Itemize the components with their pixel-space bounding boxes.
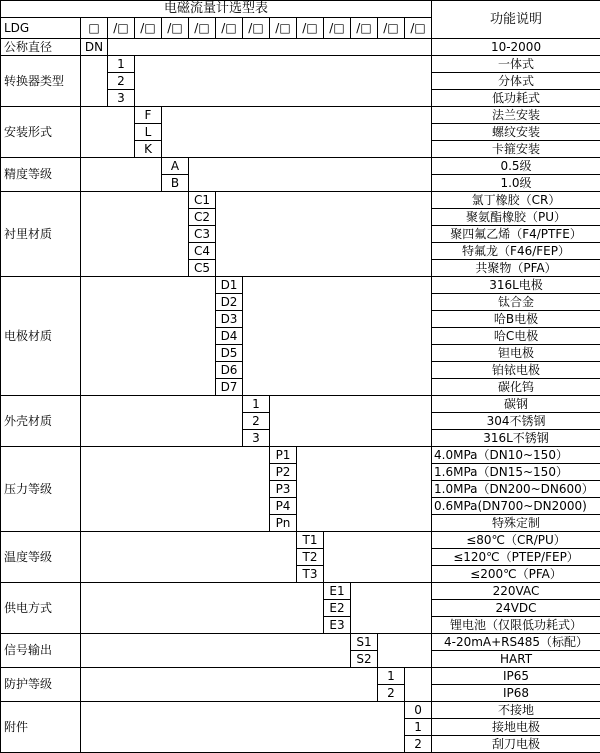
code-cell: 2 xyxy=(108,73,135,90)
description-cell: 0.5级 xyxy=(432,158,600,175)
description-cell: 共聚物（PFA） xyxy=(432,260,600,277)
description-cell: 一体式 xyxy=(432,56,600,73)
model-code-box: /□ xyxy=(270,18,297,39)
description-cell: 1.6MPa（DN15~150） xyxy=(432,464,600,481)
description-cell: 1.0MPa（DN200~DN600） xyxy=(432,481,600,498)
code-cell: 2 xyxy=(405,736,432,753)
model-code-box: /□ xyxy=(297,18,324,39)
code-cell: D1 xyxy=(216,277,243,294)
description-cell: 刮刀电极 xyxy=(432,736,600,753)
code-cell: 1 xyxy=(243,396,270,413)
description-cell: 4.0MPa（DN10~150） xyxy=(432,447,600,464)
description-cell: 0.6MPa(DN700~DN2000) xyxy=(432,498,600,515)
model-code-box: /□ xyxy=(162,18,189,39)
category-cell: 温度等级 xyxy=(1,532,81,583)
code-cell: 2 xyxy=(243,413,270,430)
filler-cell xyxy=(243,277,432,396)
filler-cell xyxy=(378,634,432,668)
code-cell: C5 xyxy=(189,260,216,277)
description-cell: 316L不锈钢 xyxy=(432,430,600,447)
model-code-box: /□ xyxy=(378,18,405,39)
code-cell: 3 xyxy=(108,90,135,107)
model-code-box: /□ xyxy=(189,18,216,39)
category-cell: 衬里材质 xyxy=(1,192,81,277)
filler-cell xyxy=(81,107,135,158)
description-cell: ≤80℃（CR/PU） xyxy=(432,532,600,549)
category-cell: 电极材质 xyxy=(1,277,81,396)
description-cell: 钽电极 xyxy=(432,345,600,362)
function-header: 功能说明 xyxy=(432,1,600,39)
code-cell: D6 xyxy=(216,362,243,379)
table-title: 电磁流量计选型表 xyxy=(1,1,432,18)
code-cell: D2 xyxy=(216,294,243,311)
description-cell: 氯丁橡胶（CR） xyxy=(432,192,600,209)
description-cell: 10-2000 xyxy=(432,39,600,56)
description-cell: IP65 xyxy=(432,668,600,685)
description-cell: 聚氨酯橡胶（PU） xyxy=(432,209,600,226)
code-cell: T2 xyxy=(297,549,324,566)
code-cell: 1 xyxy=(378,668,405,685)
category-cell: 附件 xyxy=(1,702,81,753)
description-cell: IP68 xyxy=(432,685,600,702)
code-cell: D5 xyxy=(216,345,243,362)
category-cell: 外壳材质 xyxy=(1,396,81,447)
description-cell: 螺纹安装 xyxy=(432,124,600,141)
code-cell: C2 xyxy=(189,209,216,226)
filler-cell xyxy=(108,39,432,56)
code-cell: E2 xyxy=(324,600,351,617)
filler-cell xyxy=(81,277,216,396)
code-cell: T1 xyxy=(297,532,324,549)
description-cell: ≤200℃（PFA） xyxy=(432,566,600,583)
description-cell: 哈B电极 xyxy=(432,311,600,328)
code-cell: S1 xyxy=(351,634,378,651)
filler-cell xyxy=(324,532,432,583)
code-cell: C1 xyxy=(189,192,216,209)
filler-cell xyxy=(81,158,162,192)
code-cell: B xyxy=(162,175,189,192)
model-code-box: /□ xyxy=(324,18,351,39)
description-cell: 接地电极 xyxy=(432,719,600,736)
category-cell: 压力等级 xyxy=(1,447,81,532)
code-cell: K xyxy=(135,141,162,158)
model-code-box: /□ xyxy=(351,18,378,39)
description-cell: 1.0级 xyxy=(432,175,600,192)
filler-cell xyxy=(81,192,189,277)
description-cell: 法兰安装 xyxy=(432,107,600,124)
description-cell: 特氟龙（F46/FEP） xyxy=(432,243,600,260)
model-code-box: /□ xyxy=(243,18,270,39)
description-cell: HART xyxy=(432,651,600,668)
code-cell: 3 xyxy=(243,430,270,447)
filler-cell xyxy=(81,634,351,668)
filler-cell xyxy=(162,107,432,158)
code-cell: D3 xyxy=(216,311,243,328)
code-cell: E1 xyxy=(324,583,351,600)
filler-cell xyxy=(81,447,270,532)
description-cell: 316L电极 xyxy=(432,277,600,294)
code-cell: P4 xyxy=(270,498,297,515)
code-cell: C3 xyxy=(189,226,216,243)
filler-cell xyxy=(135,56,432,107)
category-cell: 供电方式 xyxy=(1,583,81,634)
category-cell: 公称直径 xyxy=(1,39,81,56)
filler-cell xyxy=(81,532,297,583)
model-prefix: LDG xyxy=(1,18,81,39)
code-cell: T3 xyxy=(297,566,324,583)
description-cell: 不接地 xyxy=(432,702,600,719)
model-code-box: /□ xyxy=(135,18,162,39)
filler-cell xyxy=(189,158,432,192)
description-cell: 哈C电极 xyxy=(432,328,600,345)
filler-cell xyxy=(81,56,108,107)
code-cell: F xyxy=(135,107,162,124)
filler-cell xyxy=(81,702,405,753)
description-cell: 聚四氟乙烯（F4/PTFE） xyxy=(432,226,600,243)
code-cell: E3 xyxy=(324,617,351,634)
description-cell: 锂电池（仅限低功耗式） xyxy=(432,617,600,634)
filler-cell xyxy=(297,447,432,532)
filler-cell xyxy=(351,583,432,634)
description-cell: 卡箍安装 xyxy=(432,141,600,158)
code-cell: Pn xyxy=(270,515,297,532)
code-cell: D4 xyxy=(216,328,243,345)
description-cell: 分体式 xyxy=(432,73,600,90)
description-cell: 220VAC xyxy=(432,583,600,600)
description-cell: 特殊定制 xyxy=(432,515,600,532)
category-cell: 信号输出 xyxy=(1,634,81,668)
code-cell: P1 xyxy=(270,447,297,464)
description-cell: 碳化钨 xyxy=(432,379,600,396)
model-code-box: /□ xyxy=(405,18,432,39)
category-cell: 转换器类型 xyxy=(1,56,81,107)
code-cell: A xyxy=(162,158,189,175)
code-cell: L xyxy=(135,124,162,141)
description-cell: 24VDC xyxy=(432,600,600,617)
code-cell: P2 xyxy=(270,464,297,481)
model-code-box: /□ xyxy=(108,18,135,39)
code-cell: S2 xyxy=(351,651,378,668)
filler-cell xyxy=(270,396,432,447)
code-cell: 0 xyxy=(405,702,432,719)
filler-cell xyxy=(81,583,324,634)
filler-cell xyxy=(216,192,432,277)
description-cell: 4-20mA+RS485（标配） xyxy=(432,634,600,651)
code-cell: 2 xyxy=(378,685,405,702)
category-cell: 精度等级 xyxy=(1,158,81,192)
description-cell: 铂铱电极 xyxy=(432,362,600,379)
description-cell: ≤120℃（PTEP/FEP） xyxy=(432,549,600,566)
code-cell: P3 xyxy=(270,481,297,498)
description-cell: 钛合金 xyxy=(432,294,600,311)
description-cell: 304不锈钢 xyxy=(432,413,600,430)
code-cell: 1 xyxy=(405,719,432,736)
code-cell: C4 xyxy=(189,243,216,260)
description-cell: 碳钢 xyxy=(432,396,600,413)
code-cell: D7 xyxy=(216,379,243,396)
code-cell: 1 xyxy=(108,56,135,73)
filler-cell xyxy=(81,668,378,702)
model-code-box: /□ xyxy=(216,18,243,39)
filler-cell xyxy=(405,668,432,702)
category-cell: 防护等级 xyxy=(1,668,81,702)
code-cell: DN xyxy=(81,39,108,56)
filler-cell xyxy=(81,396,243,447)
model-base-box: □ xyxy=(81,18,108,39)
description-cell: 低功耗式 xyxy=(432,90,600,107)
category-cell: 安装形式 xyxy=(1,107,81,158)
